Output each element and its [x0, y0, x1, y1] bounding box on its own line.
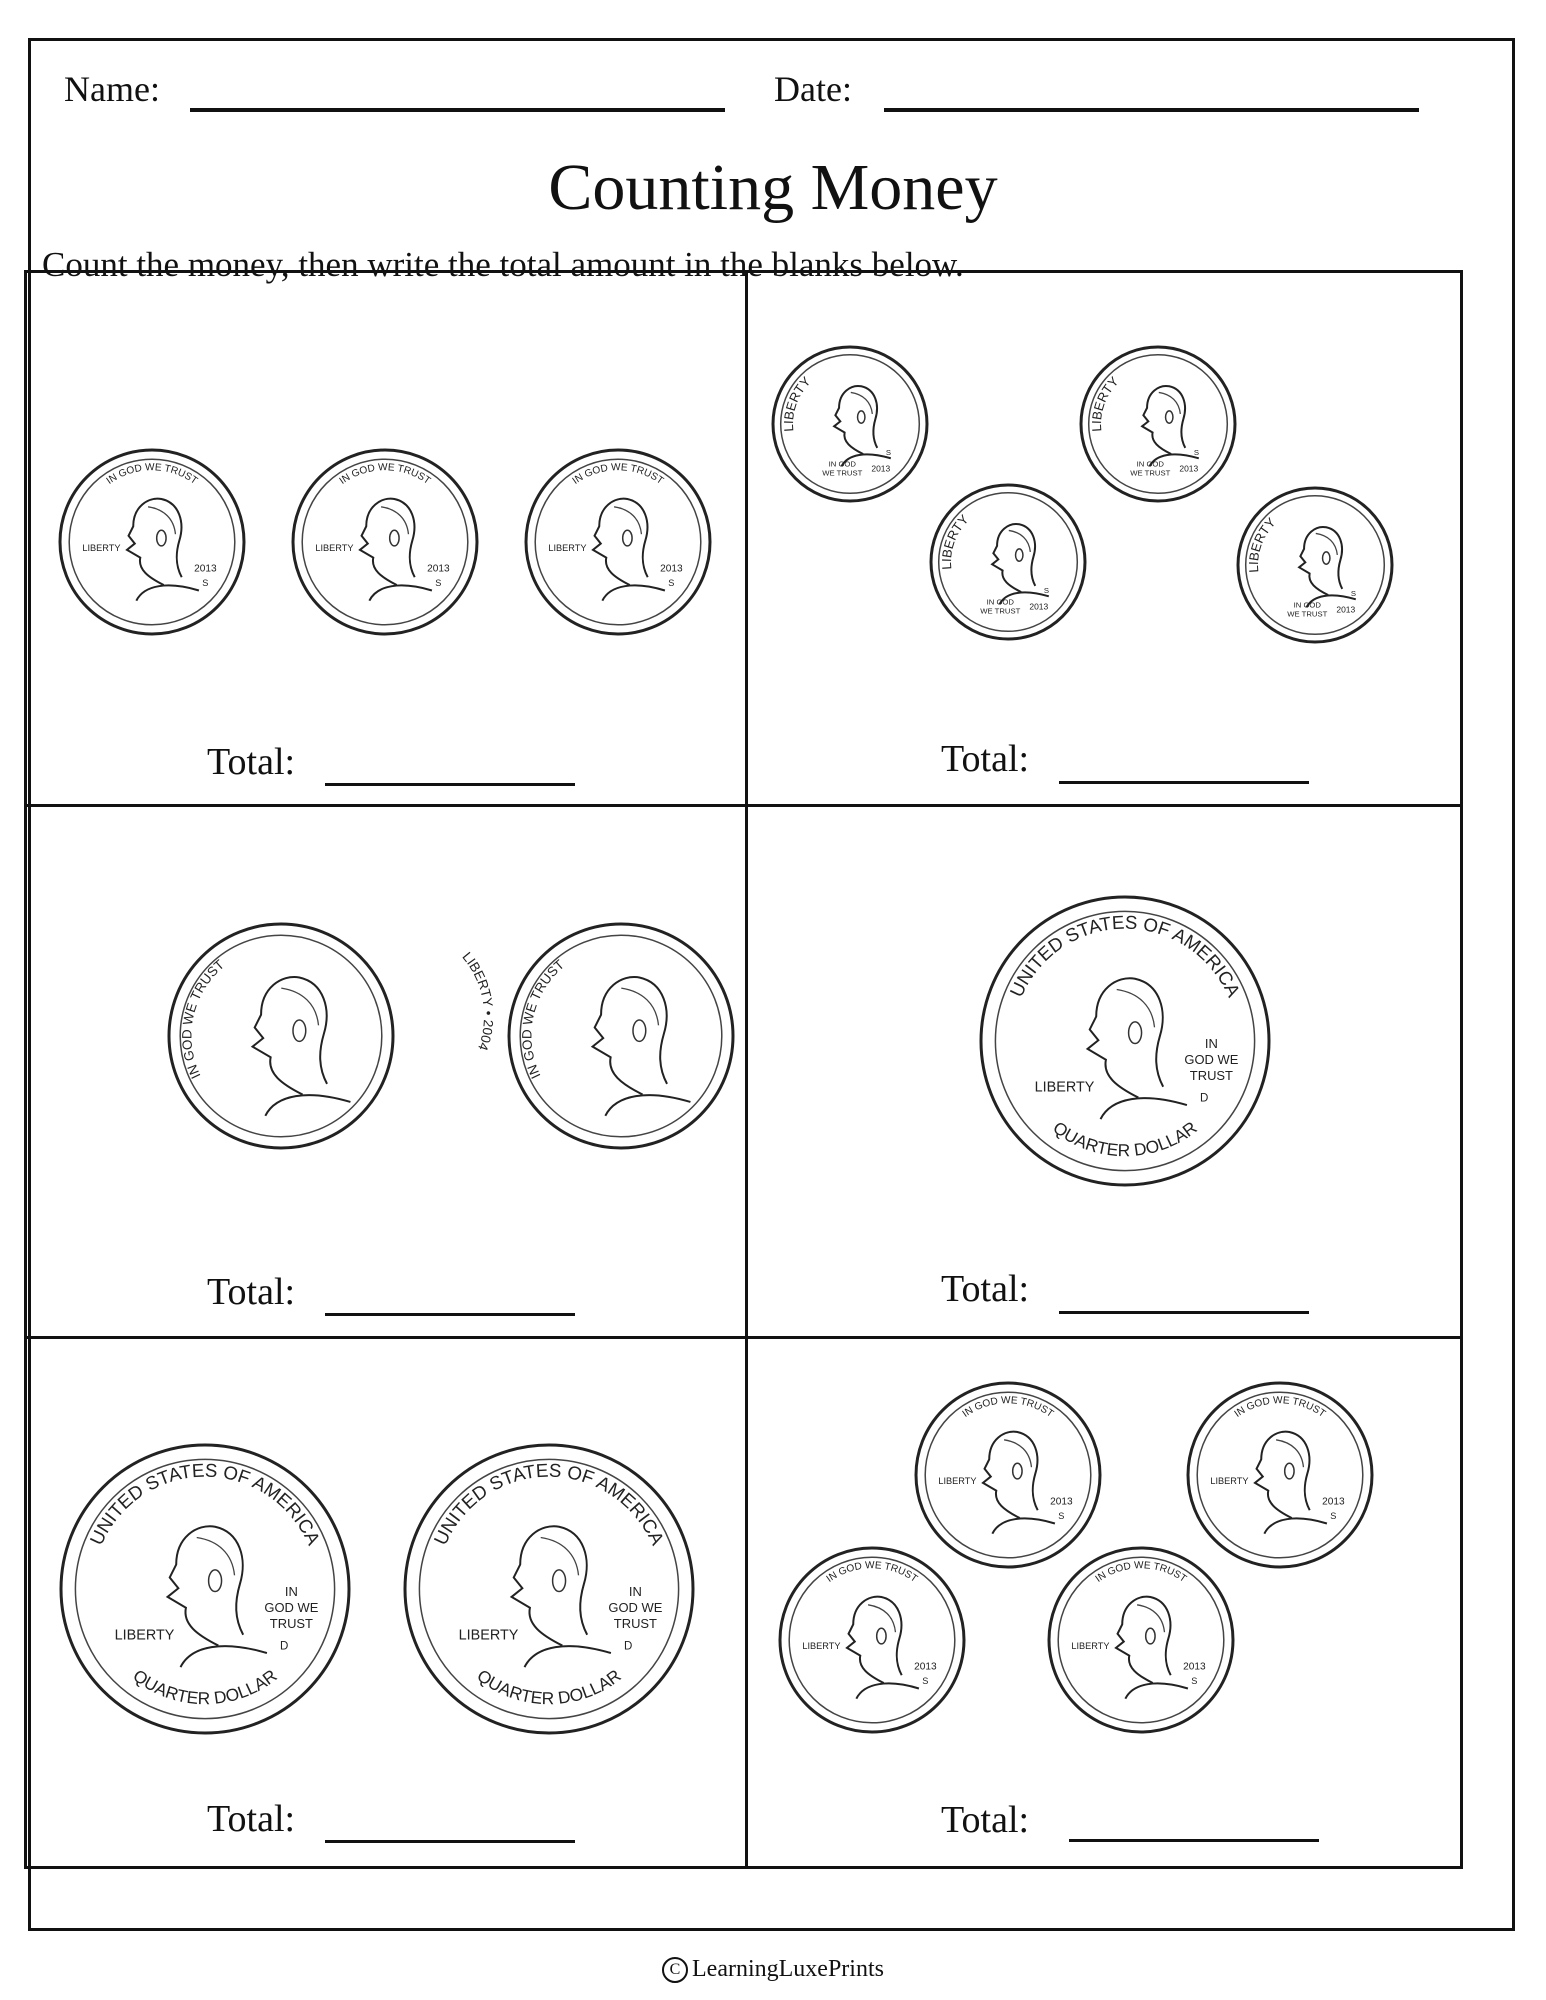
coin-inscription: GOD WE	[608, 1600, 663, 1616]
coin-inscription: LIBERTY	[1034, 1079, 1095, 1096]
coin-inscription: IN GOD WE TRUST	[179, 956, 228, 1082]
total-label: Total:	[941, 738, 1030, 780]
coin-inscription: S	[668, 578, 675, 589]
money-box-3	[27, 807, 745, 1338]
total-answer-field[interactable]	[1059, 781, 1309, 784]
coin-inscription: S	[202, 578, 209, 589]
penny-coin	[916, 1383, 1100, 1567]
total-answer-field[interactable]	[1069, 1839, 1319, 1842]
coin-inscription: IN GOD WE TRUST	[1232, 1395, 1328, 1420]
coin-inscription: LIBERTY	[780, 373, 814, 433]
coin-inscription: 2013	[1050, 1496, 1073, 1508]
total-answer-field[interactable]	[325, 783, 575, 786]
coin-inscription: UNITED STATES OF AMERICA	[429, 1459, 669, 1549]
coin-inscription: 2013	[1179, 463, 1199, 474]
penny-coin	[60, 450, 244, 634]
coin-inscription: 2013	[660, 563, 683, 575]
name-label: Name:	[64, 69, 160, 109]
penny-coin	[1188, 1383, 1372, 1567]
coin-inscription: LIBERTY	[938, 1476, 977, 1487]
coin-inscription: S	[435, 578, 442, 589]
total-label: Total:	[207, 1271, 296, 1313]
money-box-5	[27, 1339, 745, 1870]
coin-inscription: IN GOD WE TRUST	[1093, 1560, 1189, 1585]
coin-inscription: LIBERTY	[548, 543, 587, 554]
coin-inscription: S	[1193, 447, 1200, 457]
coin-inscription: IN	[628, 1584, 642, 1600]
instructions: Count the money, then write the total amount in the blanks below.	[42, 245, 964, 284]
coin-inscription: LIBERTY	[1088, 373, 1122, 433]
penny-coin	[780, 1548, 964, 1732]
coin-inscription: WE TRUST	[822, 468, 863, 478]
penny-coin	[293, 450, 477, 634]
coin-inscription: TRUST	[613, 1615, 657, 1631]
coin-group	[27, 1339, 745, 1870]
coin-grid	[24, 270, 1463, 1869]
worksheet-title: Counting Money	[548, 151, 998, 224]
penny-coin	[526, 450, 710, 634]
total-label: Total:	[941, 1799, 1030, 1841]
coin-inscription: TRUST	[269, 1615, 313, 1631]
coin-inscription: S	[1043, 585, 1050, 595]
money-box-1	[27, 273, 745, 804]
coin-inscription: LIBERTY	[1071, 1641, 1110, 1652]
coin-inscription: 2013	[1183, 1661, 1206, 1673]
coin-inscription: QUARTER DOLLAR	[473, 1665, 625, 1709]
quarter-coin	[405, 1445, 693, 1733]
coin-inscription: S	[885, 447, 892, 457]
footer-text: LearningLuxePrints	[692, 1956, 884, 1982]
coin-inscription: 2013	[1336, 604, 1356, 615]
coin-group	[748, 273, 1466, 804]
copyright-icon: C	[662, 1957, 688, 1983]
coin-inscription: 2013	[1322, 1496, 1345, 1508]
money-box-6	[748, 1339, 1466, 1870]
coin-inscription: S	[922, 1676, 929, 1687]
coin-inscription: IN GOD WE TRUST	[960, 1395, 1056, 1420]
money-box-4	[748, 807, 1466, 1338]
dime-coin	[931, 485, 1085, 639]
coin-inscription: D	[624, 1640, 633, 1653]
coin-group	[27, 273, 745, 804]
coin-inscription: IN	[284, 1584, 298, 1600]
coin-inscription: D	[1200, 1092, 1209, 1105]
coin-inscription: UNITED STATES OF AMERICA	[85, 1459, 325, 1549]
total-label: Total:	[207, 1798, 296, 1840]
money-box-2	[748, 273, 1466, 804]
coin-inscription: WE TRUST	[1287, 609, 1328, 619]
coin-inscription: IN	[1204, 1036, 1218, 1052]
coin-inscription: GOD WE	[1184, 1052, 1239, 1068]
coin-group	[27, 807, 745, 1338]
quarter-coin	[61, 1445, 349, 1733]
date-label: Date:	[774, 69, 852, 109]
footer-copyright	[0, 1956, 1546, 1983]
coin-inscription: D	[280, 1640, 289, 1653]
coin-inscription: LIBERTY	[938, 511, 972, 571]
nickel-coin	[509, 924, 745, 1148]
coin-inscription: S	[1058, 1511, 1065, 1522]
coin-inscription: LIBERTY	[1245, 514, 1279, 574]
coin-inscription: S	[1350, 588, 1357, 598]
coin-inscription: TRUST	[1189, 1067, 1233, 1083]
coin-inscription: IN GOD WE TRUST	[337, 462, 433, 487]
coin-group	[748, 1339, 1466, 1870]
header-row	[36, 68, 1436, 118]
total-answer-field[interactable]	[325, 1840, 575, 1843]
coin-inscription: WE TRUST	[1130, 468, 1171, 478]
coin-inscription: LIBERTY	[82, 543, 121, 554]
coin-inscription: IN GOD WE TRUST	[570, 462, 666, 487]
coin-inscription: 2013	[194, 563, 217, 575]
coin-inscription: LIBERTY • 2004	[459, 949, 497, 1053]
nickel-coin	[169, 924, 496, 1148]
total-label: Total:	[207, 741, 296, 783]
coin-inscription: LIBERTY	[1210, 1476, 1249, 1487]
coin-inscription: IN GOD	[1293, 600, 1321, 610]
coin-inscription: S	[1191, 1676, 1198, 1687]
dime-coin	[1081, 347, 1235, 501]
coin-inscription: 2013	[871, 463, 891, 474]
coin-inscription: IN GOD	[1136, 459, 1164, 469]
coin-inscription: IN GOD	[828, 459, 856, 469]
coin-inscription: UNITED STATES OF AMERICA	[1005, 911, 1245, 1001]
coin-group	[748, 807, 1466, 1338]
date-field[interactable]	[884, 108, 1419, 112]
coin-inscription: QUARTER DOLLAR	[1049, 1117, 1201, 1161]
penny-coin	[1049, 1548, 1233, 1732]
coin-inscription: S	[1330, 1511, 1337, 1522]
coin-inscription: QUARTER DOLLAR	[129, 1665, 281, 1709]
quarter-coin	[981, 897, 1269, 1185]
coin-inscription: 2013	[427, 563, 450, 575]
coin-inscription: 2013	[1029, 601, 1049, 612]
coin-inscription: IN GOD WE TRUST	[824, 1560, 920, 1585]
coin-inscription: IN GOD WE TRUST	[519, 956, 568, 1082]
total-answer-field[interactable]	[325, 1313, 575, 1316]
coin-inscription: WE TRUST	[980, 606, 1021, 616]
dime-coin	[1238, 488, 1392, 642]
total-label: Total:	[941, 1268, 1030, 1310]
coin-inscription: 2013	[914, 1661, 937, 1673]
dime-coin	[773, 347, 927, 501]
coin-inscription: IN GOD	[986, 597, 1014, 607]
coin-inscription: LIBERTY	[458, 1627, 519, 1644]
coin-inscription: GOD WE	[264, 1600, 319, 1616]
coin-inscription: LIBERTY	[802, 1641, 841, 1652]
coin-inscription: IN GOD WE TRUST	[104, 462, 200, 487]
name-field[interactable]	[190, 108, 725, 112]
total-answer-field[interactable]	[1059, 1311, 1309, 1314]
coin-inscription: LIBERTY	[114, 1627, 175, 1644]
coin-inscription: LIBERTY	[315, 543, 354, 554]
